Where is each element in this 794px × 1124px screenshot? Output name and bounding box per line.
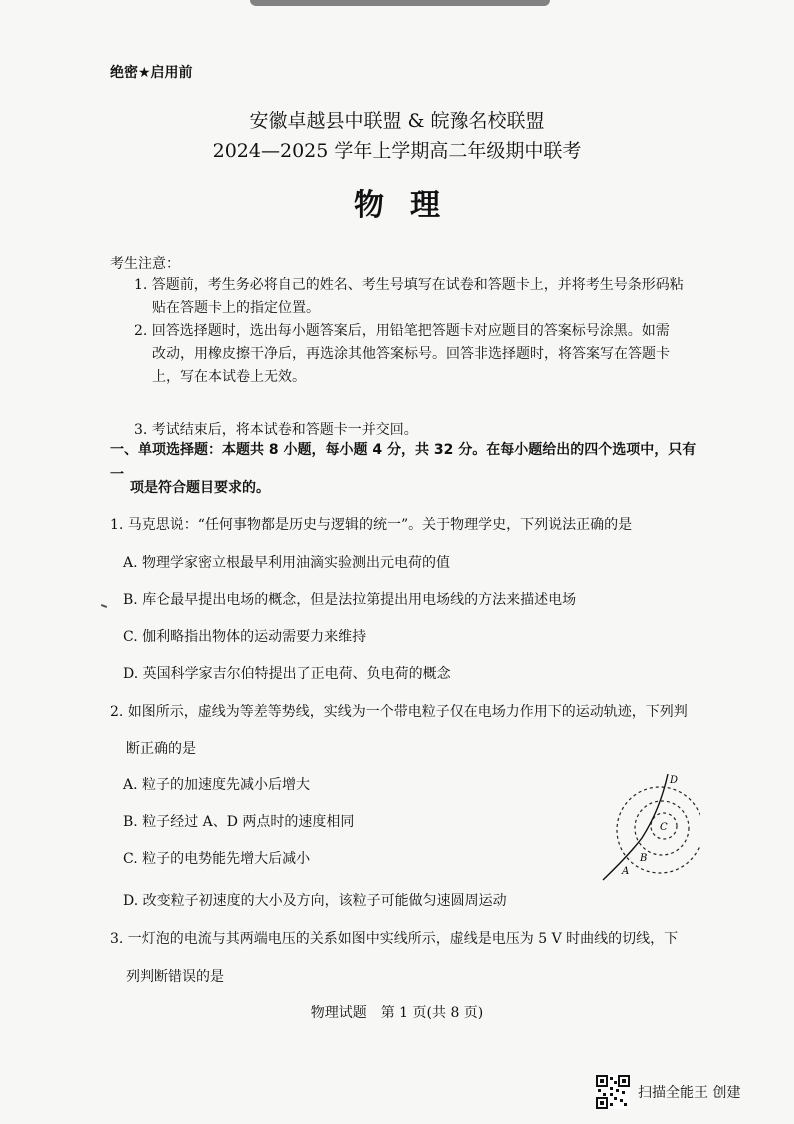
confidential-label: 绝密★启用前 [110,65,193,81]
point-d-label: D [670,775,679,786]
notice-line: 贴在答题卡上的指定位置。 [152,300,320,316]
qr-code-icon [596,1075,630,1109]
point-a-label: A [622,866,630,877]
question-3-stem-cont: 列判断错误的是 [126,969,224,985]
question-2-option-a: A. 粒子的加速度先减小后增大 [123,777,311,793]
question-2-option-c: C. 粒子的电势能先增大后减小 [123,851,311,867]
notice-line: 上，写在本试卷上无效。 [152,369,306,385]
watermark-text: 扫描全能王 创建 [638,1085,741,1101]
notice-line: 1. 答题前，考生务必将自己的姓名、考生号填写在试卷和答题卡上，并将考生号条形码粘 [134,277,684,293]
exam-title-line1: 安徽卓越县中联盟 & 皖豫名校联盟 [249,110,545,132]
notice-line: 3. 考试结束后，将本试卷和答题卡一并交回。 [134,422,418,438]
point-b-label: B [640,853,648,864]
section-heading: 一、单项选择题：本题共 8 小题，每小题 4 分，共 32 分。在每小题给出的四个选项中，只有一 [110,442,697,483]
scan-speck [101,604,107,608]
point-c-label: C [660,822,668,833]
question-2-option-d: D. 改变粒子初速度的大小及方向，该粒子可能做匀速圆周运动 [123,893,507,909]
subject-title: 物理 [354,188,466,223]
question-1-option-c: C. 伽利略指出物体的运动需要力来维持 [123,629,367,645]
notice-line: 2. 回答选择题时，选出每小题答案后，用铅笔把答题卡对应题目的答案标号涂黑。如需 [134,323,670,339]
notice-heading: 考生注意： [110,256,180,272]
equipotential-diagram [600,768,700,888]
question-1-stem: 1. 马克思说：“任何事物都是历史与逻辑的统一”。关于物理学史，下列说法正确的是 [110,517,633,533]
scan-edge-mark [250,0,550,6]
question-1-option-d: D. 英国科学家吉尔伯特提出了正电荷、负电荷的概念 [123,666,451,682]
question-2-option-b: B. 粒子经过 A、D 两点时的速度相同 [123,814,355,830]
notice-line: 改动，用橡皮擦干净后，再选涂其他答案标号。回答非选择题时，将答案写在答题卡 [152,346,670,362]
exam-title-line2: 2024—2025 学年上学期高二年级期中联考 [212,140,582,162]
section-heading-cont: 项是符合题目要求的。 [130,480,270,496]
page-footer: 物理试题 第 1 页(共 8 页) [310,1005,484,1021]
equipotential-outer [617,787,700,873]
question-2-stem-cont: 断正确的是 [126,741,196,757]
question-1-option-b: B. 库仑最早提出电场的概念，但是法拉第提出用电场线的方法来描述电场 [123,592,577,608]
question-2-stem: 2. 如图所示，虚线为等差等势线，实线为一个带电粒子仅在电场力作用下的运动轨迹，下列判 [110,704,688,720]
question-1-option-a: A. 物理学家密立根最早利用油滴实验测出元电荷的值 [123,555,451,571]
question-3-stem: 3. 一灯泡的电流与其两端电压的关系如图中实线所示，虚线是电压为 5 V 时曲线的切线，下 [110,931,679,947]
scanner-watermark [596,1075,740,1109]
